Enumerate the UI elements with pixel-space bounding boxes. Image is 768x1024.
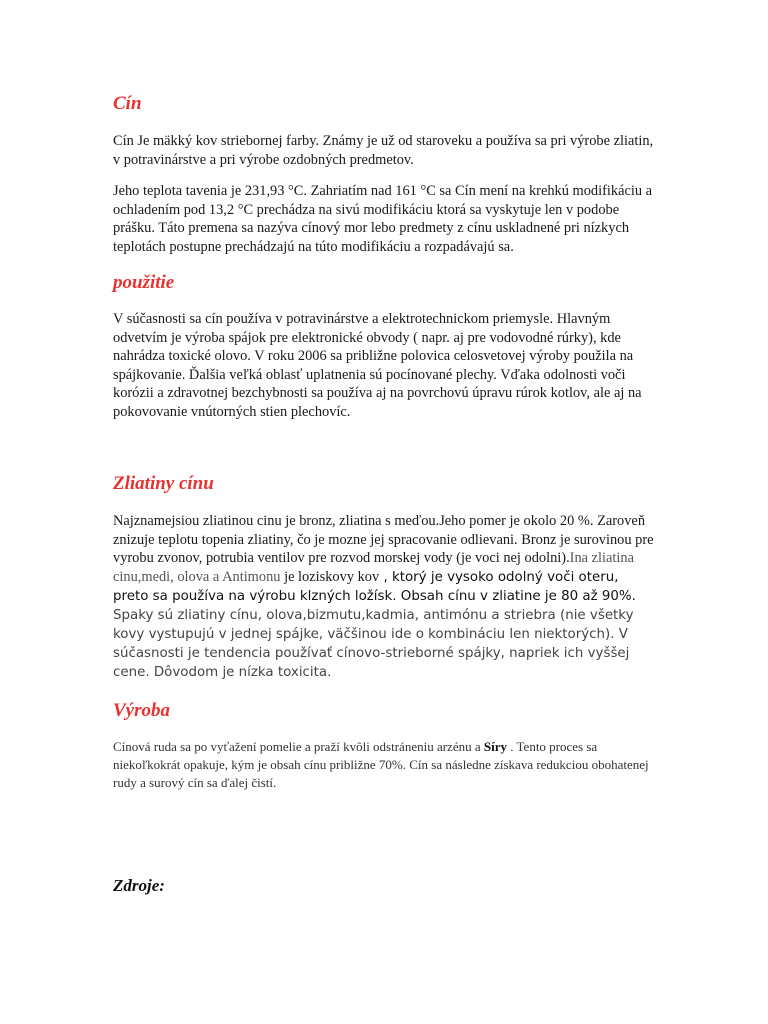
cin-paragraph-2: Jeho teplota tavenia je 231,93 °C. Zahriatím nad 161 °C sa Cín mení na krehkú modifikáciu a ochladením pod 13,2 °C prechádza na sivú modifikáciu ktorá sa vyskytuje len v podobe prášku. Táto premena sa nazýva cínový mor lebo predmety z cínu uskladnené pri nízkych teplotách postupne prechádzajú na túto modifikáciu a rozpadávajú sa. (113, 183, 653, 255)
heading-vyroba: Výroba (113, 700, 170, 721)
cin-paragraph-1-block (113, 132, 658, 169)
section-vyroba (113, 700, 658, 722)
section-pouzitie (113, 272, 658, 294)
vyroba-paragraph (113, 738, 658, 792)
vyroba-bold-siry: Síry (483, 739, 507, 754)
vyroba-text-1: Cínová ruda sa po vyťažení pomelie a praží kvôli odstráneniu arzénu a (113, 739, 484, 754)
section-cin (113, 93, 658, 115)
heading-zliatiny: Zliatiny cínu (113, 473, 214, 494)
cin-paragraph-1: Cín Je mäkký kov striebornej farby. Známy je už od staroveku a používa sa pri výrobe zliatin, v potravinárstve a pri výrobe ozdobných predmetov. (113, 133, 654, 168)
zliatiny-text-3: je loziskovy kov (280, 568, 380, 585)
heading-zdroje: Zdroje: (113, 876, 165, 895)
zliatiny-paragraph (113, 512, 658, 682)
heading-pouzitie: použitie (113, 272, 175, 293)
pouzitie-paragraph-block (113, 310, 658, 422)
section-zliatiny (113, 473, 658, 495)
cin-paragraph-2-block (113, 182, 658, 256)
vyroba-paragraph-block (113, 738, 658, 792)
zliatiny-paragraph-block (113, 512, 658, 682)
heading-cin: Cín (113, 93, 142, 114)
zliatiny-text-1: Najznamejsiou zliatinou cinu je bronz, zliatina s meďou.Jeho pomer je okolo 20 %. Zaroveň znizuje teplotu topenia zliatiny, čo je mozne jej spracovanie odlievani. Bronz je surovinou pre vyrobu zvonov, potrubia ventilov pre rozvod morskej vody (je voci nej odolni). (113, 513, 654, 567)
section-zdroje (113, 876, 658, 896)
zliatiny-text-2: Ina zliatina cinu,medi, olova a Antimonu (113, 550, 634, 585)
zliatiny-text-5: Spaky sú zliatiny cínu, olova,bizmutu,kadmia, antimónu a striebra (nie všetky kovy vystupujú v jednej spájke, väčšinou ide o kombináciu len niektorých). V súčasnosti je tendencia používať cínovo-strieborné spájky, napriek ich vyššej cene. Dôvodom je nízka toxicita. (113, 607, 634, 680)
zliatiny-text-4: , ktorý je vysoko odolný voči oteru, preto sa používa na výrobu klzných ložísk. Obsah cínu v zliatine je 80 až 90%. (113, 569, 636, 604)
vyroba-text-2: . Tento proces sa niekoľkokrát opakuje, kým je obsah cínu približne 70%. Cín sa následne získava redukciou obohatenej rudy a surový cín sa ďalej čistí. (113, 739, 649, 790)
pouzitie-paragraph: V súčasnosti sa cín používa v potravinárstve a elektrotechnickom priemysle. Hlavným odvetvím je výroba spájok pre elektronické obvody ( napr. aj pre vodovodné rúrky), kde nahrádza toxické olovo. V roku 2006 sa približne polovica celosvetovej výroby použila na spájkovanie. Ďalšia veľká oblasť uplatnenia sú pocínované plechy. Vďaka odolnosti voči korózii a zdravotnej bezchybnosti sa používa aj na povrchovú úpravu rúrok kotlov, ale aj na pokovovanie vnútorných stien plechovíc. (113, 311, 642, 420)
